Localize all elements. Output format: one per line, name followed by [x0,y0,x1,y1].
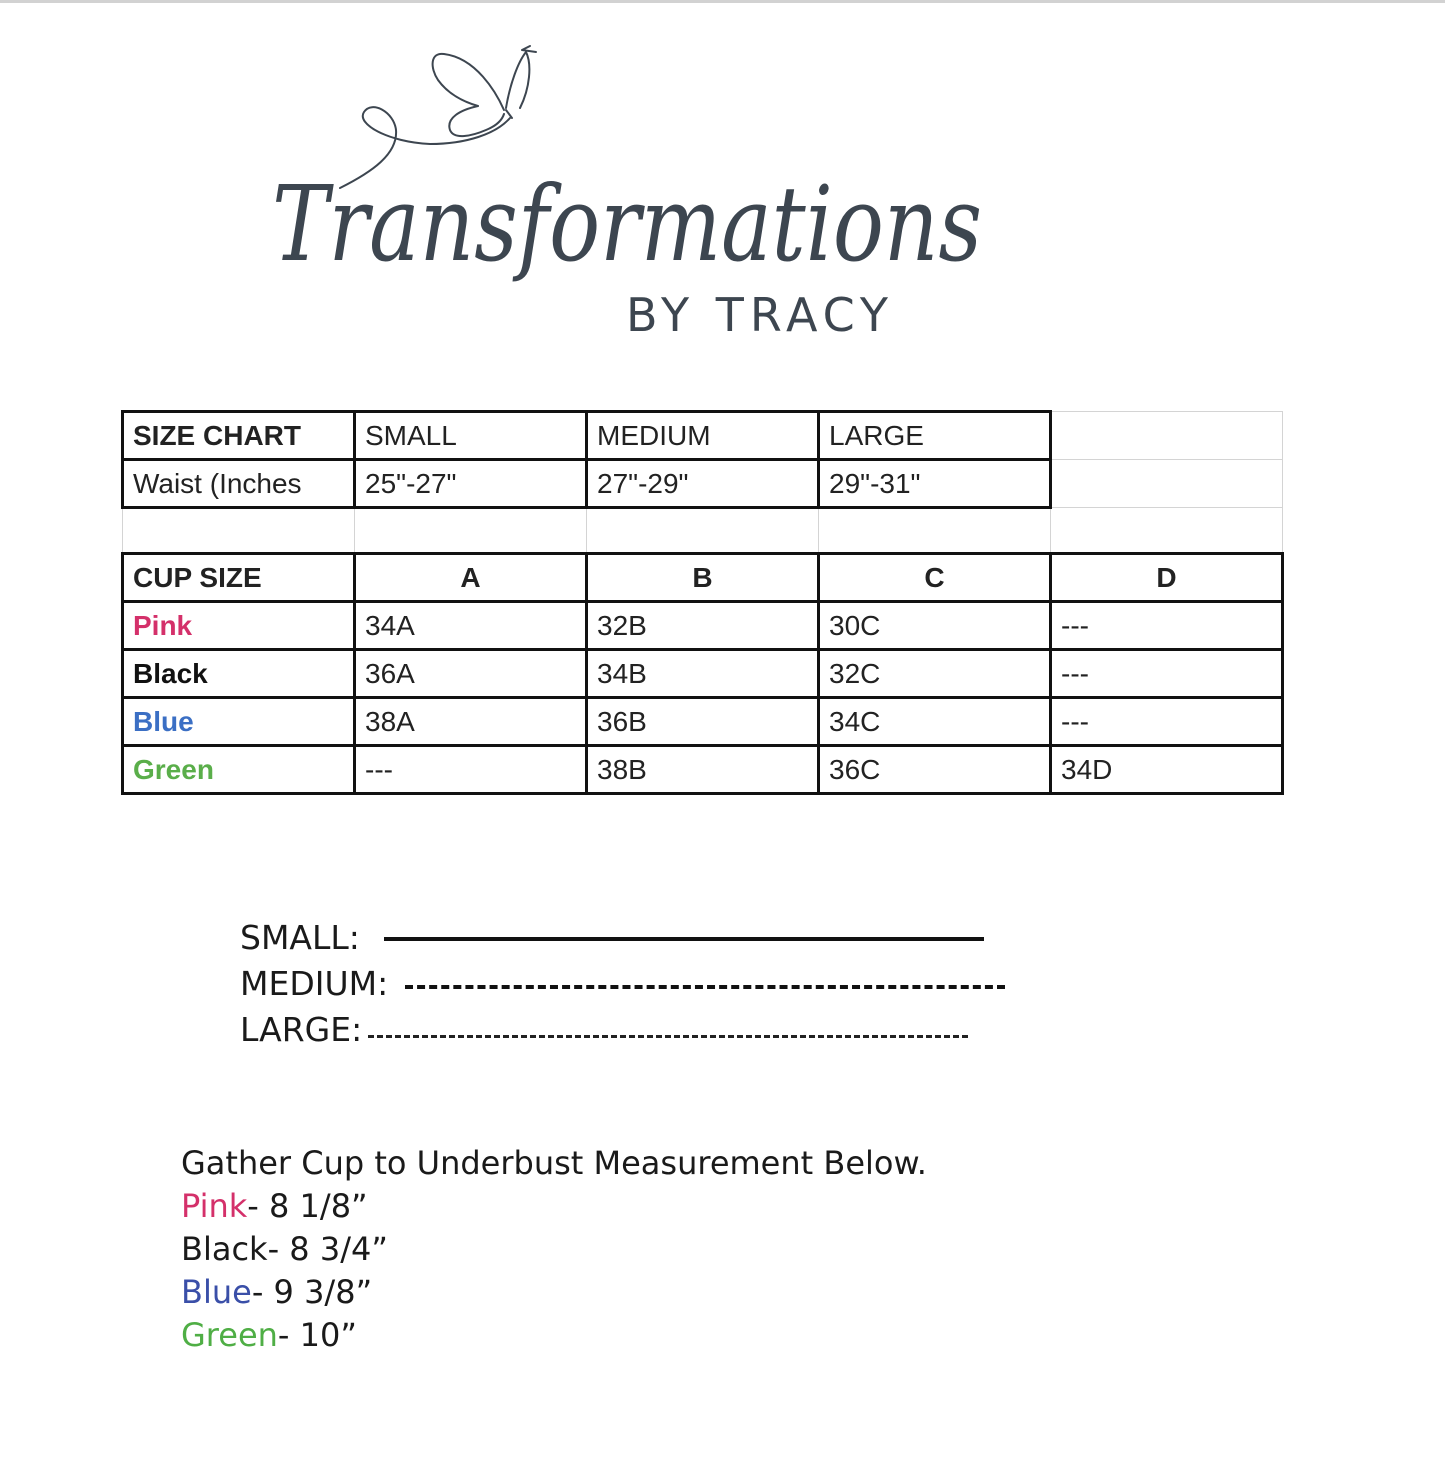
legend-small-label: SMALL: [240,918,360,957]
spacer-row [123,508,1283,554]
table-cell: 32C [819,650,1051,698]
empty-cell [1051,508,1283,554]
note-value-green: - 10” [277,1316,357,1354]
size-chart-header: SIZE CHART [123,412,355,460]
cup-header-row [123,554,1283,602]
table-cell: --- [1051,602,1283,650]
note-pink [181,1185,927,1228]
table-cell: 34B [587,650,819,698]
note-value-pink: - 8 1/8” [247,1187,368,1225]
table-cell: --- [355,746,587,794]
row-color-blue: Blue [123,698,355,746]
row-color-green: Green [123,746,355,794]
legend-large-line [368,1035,968,1038]
logo [260,38,1000,298]
waist-small: 25"-27" [355,460,587,508]
size-small: SMALL [355,412,587,460]
empty-cell [1051,412,1283,460]
table-cell: 36B [587,698,819,746]
waist-label: Waist (Inches [123,460,355,508]
table-cell: 36A [355,650,587,698]
note-black [181,1228,927,1271]
note-value-blue: - 9 3/8” [251,1273,373,1311]
legend-small-line [384,937,984,941]
empty-cell [355,508,587,554]
cup-size-header: CUP SIZE [123,554,355,602]
note-name-blue: Blue [181,1273,252,1311]
note-name-black: Black [181,1230,268,1268]
waist-row [123,460,1283,508]
table-cell: 34A [355,602,587,650]
note-name-green: Green [181,1316,278,1354]
table-cell: 36C [819,746,1051,794]
note-blue [181,1271,927,1314]
waist-large: 29"-31" [819,460,1051,508]
legend-medium-label: MEDIUM: [240,964,389,1003]
table-row [123,650,1283,698]
cup-d: D [1051,554,1283,602]
table-cell: 30C [819,602,1051,650]
table-cell: 38B [587,746,819,794]
note-green [181,1314,927,1357]
empty-cell [1051,460,1283,508]
table-cell: --- [1051,698,1283,746]
legend-large-label: LARGE: [240,1010,363,1049]
cup-c: C [819,554,1051,602]
table-cell: 32B [587,602,819,650]
table-row [123,746,1283,794]
empty-cell [819,508,1051,554]
size-medium: MEDIUM [587,412,819,460]
size-header-row [123,412,1283,460]
table-cell: 34D [1051,746,1283,794]
gather-notes [181,1142,927,1357]
empty-cell [587,508,819,554]
waist-medium: 27"-29" [587,460,819,508]
empty-cell [123,508,355,554]
table-row [123,698,1283,746]
table-cell: 38A [355,698,587,746]
size-chart-table [121,410,1284,795]
note-value-black: - 8 3/4” [267,1230,388,1268]
table-row [123,602,1283,650]
row-color-black: Black [123,650,355,698]
table-cell: 34C [819,698,1051,746]
table-cell: --- [1051,650,1283,698]
cup-b: B [587,554,819,602]
note-name-pink: Pink [181,1187,248,1225]
row-color-pink: Pink [123,602,355,650]
legend-medium-line [405,985,1005,989]
size-large: LARGE [819,412,1051,460]
top-rule [0,0,1445,3]
cup-a: A [355,554,587,602]
notes-heading: Gather Cup to Underbust Measurement Below. [181,1144,927,1182]
logo-script-text: Transformations [272,163,982,285]
logo-subtitle: BY TRACY [626,288,895,342]
